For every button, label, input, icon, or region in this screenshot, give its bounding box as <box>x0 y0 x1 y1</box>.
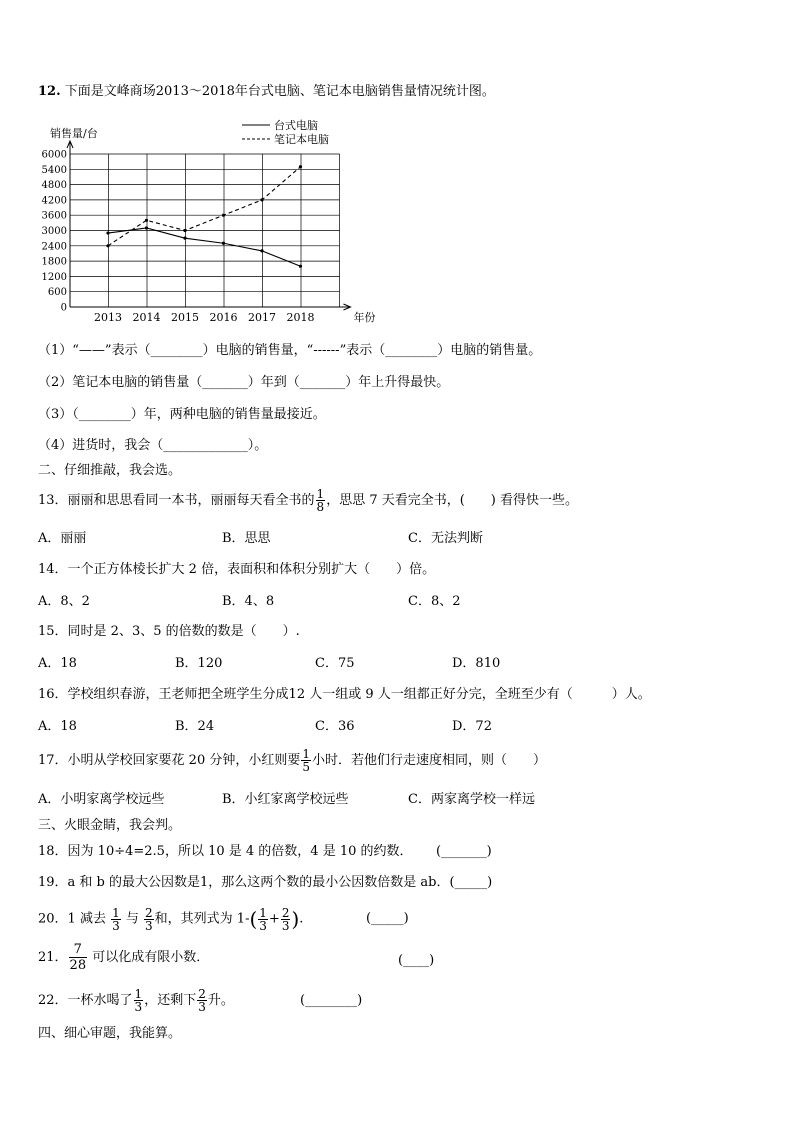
fraction: $\frac{2}{3}$ <box>198 987 206 1014</box>
y-tick-label: 6000 <box>41 149 67 161</box>
data-point <box>183 229 186 232</box>
q19-statement: 19．a 和 b 的最大公因数是1，那么这两个数的最小公因数倍数是 ab．(_____) <box>38 875 493 890</box>
q12-sub1: （1）“——”表示（________）电脑的销售量，“------”表示（________）电脑的销售量。 <box>38 343 542 358</box>
q22-statement: 22．一杯水喝了 $\frac{1}{3}$ ，还剩下 $\frac{2}{3}$ 升。 <box>38 987 234 1014</box>
q14-option-b[interactable]: B．4、8 <box>222 594 275 609</box>
chart-legend <box>242 118 329 146</box>
section-3-heading: 三、火眼金睛，我会判。 <box>38 818 182 833</box>
y-tick-label: 3000 <box>41 226 67 237</box>
legend-label: 台式电脑 <box>274 119 318 132</box>
section-4-heading: 四、细心审题，我能算。 <box>38 1026 182 1041</box>
q17-option-c[interactable]: C．两家离学校一样远 <box>408 792 535 807</box>
q12-sub3: （3）（________）年，两种电脑的销售量最接近。 <box>38 407 326 422</box>
q18-statement: 18．因为 10÷4=2.5，所以 10 是 4 的倍数，4 是 10 的约数． <box>38 844 413 859</box>
x-axis-label: 年份 <box>353 311 376 324</box>
fraction: $\frac{1}{3}$ <box>112 905 120 933</box>
y-tick-label: 0 <box>60 302 67 314</box>
y-tick-label: 1800 <box>41 256 67 268</box>
q15-option-d[interactable]: D．810 <box>452 656 501 671</box>
y-tick-label: 5400 <box>41 164 67 176</box>
chart-series <box>106 165 302 268</box>
q15-option-b[interactable]: B．120 <box>175 656 223 671</box>
q16-question: 16．学校组织春游，王老师把全班学生分成12 人一组或 9 人一组都正好分完，全班至少有（ ）人。 <box>38 687 651 702</box>
data-point <box>106 231 109 234</box>
data-point <box>145 219 148 222</box>
x-tick-label: 2014 <box>132 311 161 324</box>
data-point <box>145 226 148 229</box>
q13-option-b[interactable]: B．思思 <box>222 531 271 546</box>
x-tick-label: 2013 <box>94 311 122 324</box>
q14-question: 14．一个正方体棱长扩大 2 倍，表面积和体积分别扩大（ ）倍。 <box>38 562 436 577</box>
q17-question: 17．小明从学校回家要花 20 分钟，小红则要 $\frac{1}{5}$ 小时．若他们行走速度相同，则（ ） <box>38 747 547 774</box>
q13-option-a[interactable]: A．丽丽 <box>38 531 87 546</box>
y-axis-label: 销售量/台 <box>50 127 98 140</box>
q16-option-a[interactable]: A．18 <box>38 719 77 734</box>
data-point <box>222 242 225 245</box>
chart-axes <box>67 141 351 310</box>
q16-option-b[interactable]: B．24 <box>175 719 215 734</box>
chart-labels <box>42 126 376 324</box>
q13-question: 13．丽丽和思思看同一本书，丽丽每天看全书的 $\frac{1}{8}$ ，思思 7 天看完全书，( ) 看得快一些。 <box>38 487 578 514</box>
q12-sub2: （2）笔记本电脑的销售量（_______）年到（_______）年上升得最快。 <box>38 375 450 390</box>
q15-option-a[interactable]: A．18 <box>38 656 77 671</box>
y-tick-label: 2400 <box>41 241 67 253</box>
data-point <box>106 244 109 247</box>
q15-option-c[interactable]: C．75 <box>315 656 355 671</box>
data-point <box>222 214 225 217</box>
x-tick-label: 2018 <box>286 311 315 324</box>
data-point <box>260 249 263 252</box>
q20-statement: 20．1 减去 $\frac{1}{3}$ 与 $\frac{2}{3}$ 和，其列式为 1-( $\frac{1}{3}$ + $\frac{2}{3}$ ). <box>38 905 304 933</box>
series-line-laptop <box>108 167 301 246</box>
section-2-heading: 二、仔细推敲，我会选。 <box>38 463 182 478</box>
q14-option-a[interactable]: A．8、2 <box>38 594 90 609</box>
q18-answer-paren[interactable]: (_______) <box>436 844 492 859</box>
q19-answer-paren[interactable]: (_____) <box>449 875 493 890</box>
q13-option-c[interactable]: C．无法判断 <box>408 531 483 546</box>
sales-line-chart <box>30 115 376 325</box>
q12-sub4: （4）进货时，我会（_____________）。 <box>38 438 268 453</box>
data-point <box>299 165 302 168</box>
q16-option-c[interactable]: C．36 <box>315 719 355 734</box>
chart-grid <box>70 154 340 307</box>
data-point <box>299 265 302 268</box>
data-point <box>260 198 263 201</box>
fraction: $\frac{1}{3}$ <box>259 905 267 933</box>
q16-option-d[interactable]: D．72 <box>452 719 492 734</box>
q20-answer-paren[interactable]: (_____) <box>366 911 409 926</box>
q15-question: 15．同时是 2、3、5 的倍数的数是（ ）. <box>38 624 300 639</box>
y-tick-label: 3600 <box>41 210 67 222</box>
q22-answer-paren[interactable]: (________) <box>300 993 363 1008</box>
fraction: $\frac{1}{8}$ <box>316 487 325 514</box>
q12-title: 12. 下面是文峰商场2013～2018年台式电脑、笔记本电脑销售量情况统计图。 <box>38 84 495 99</box>
q21-answer-paren[interactable]: (____) <box>398 953 435 968</box>
y-tick-label: 600 <box>47 287 67 299</box>
fraction: $\frac{1}{3}$ <box>134 987 143 1014</box>
fraction: $\frac{2}{3}$ <box>145 905 153 933</box>
fraction: $\frac{1}{5}$ <box>302 747 310 774</box>
q17-option-b[interactable]: B．小红家离学校远些 <box>222 792 349 807</box>
fraction: $\frac{7}{28}$ <box>69 942 87 973</box>
data-point <box>183 237 186 240</box>
q21-statement: 21． $\frac{7}{28}$ 可以化成有限小数． <box>38 942 210 973</box>
x-tick-label: 2016 <box>209 311 238 324</box>
series-line-desktop <box>108 228 301 266</box>
legend-label: 笔记本电脑 <box>274 133 329 146</box>
y-tick-label: 1200 <box>41 271 67 283</box>
fraction: $\frac{2}{3}$ <box>281 905 290 933</box>
x-tick-label: 2017 <box>248 311 276 324</box>
q14-option-c[interactable]: C．8、2 <box>408 594 461 609</box>
y-tick-label: 4200 <box>41 195 67 207</box>
x-tick-label: 2015 <box>171 311 199 324</box>
y-tick-label: 4800 <box>41 180 67 192</box>
q17-option-a[interactable]: A．小明家离学校远些 <box>38 792 165 807</box>
